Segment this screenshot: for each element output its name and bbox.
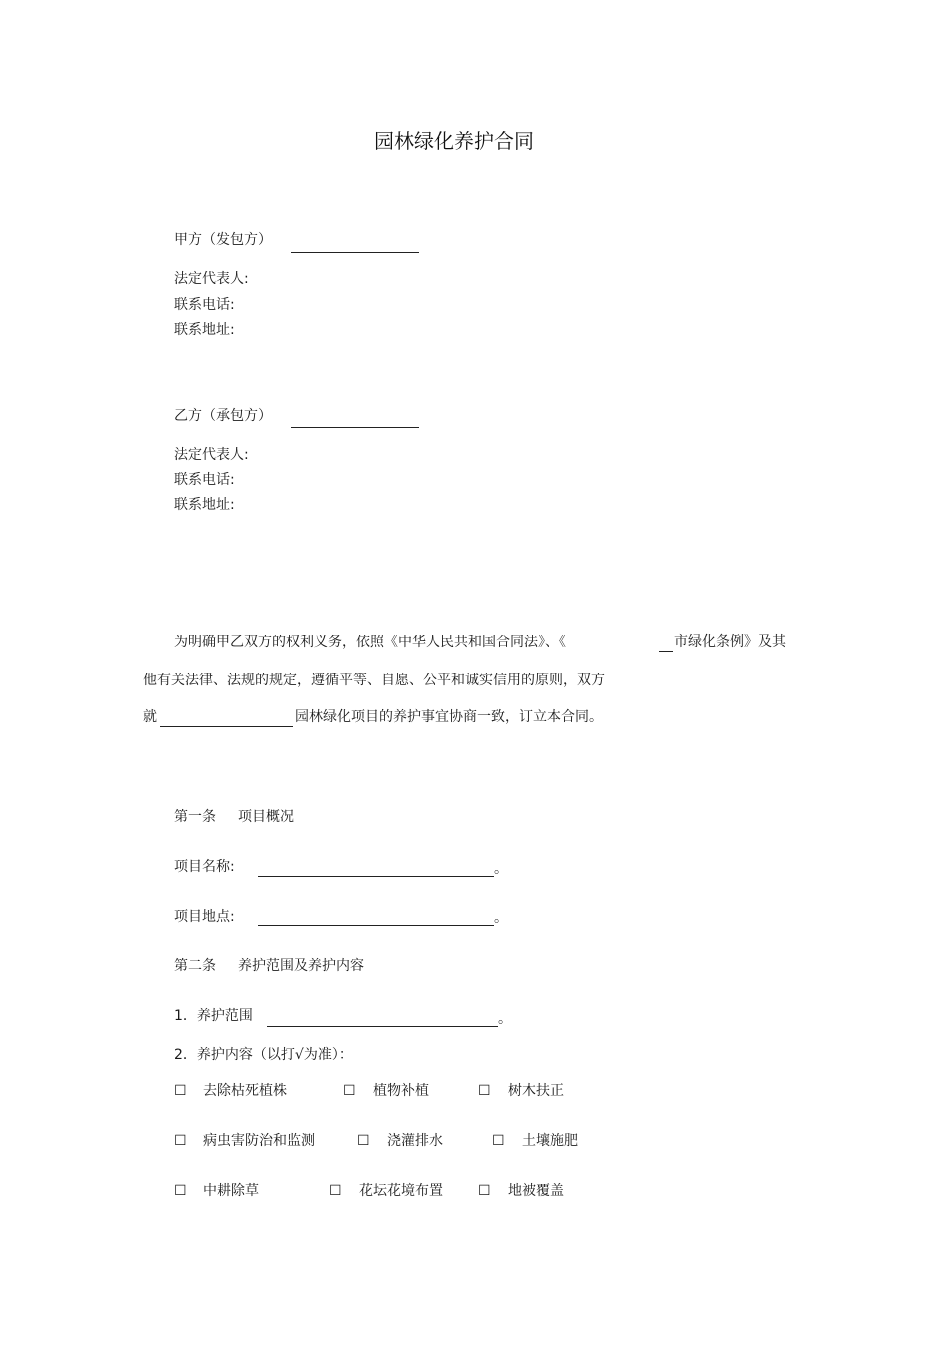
item-label: 树木扶正 [508,1083,564,1099]
checkbox[interactable]: ☐ [357,1133,370,1149]
intro-line3-part2: 园林绿化项目的养护事宜协商一致，订立本合同。 [295,709,603,725]
project-name-blank[interactable] [258,876,494,877]
checkbox[interactable]: ☐ [478,1083,491,1099]
item-label: 去除枯死植株 [203,1083,287,1099]
project-location-label: 项目地点: [174,909,235,925]
checkbox[interactable]: ☐ [174,1083,187,1099]
party-a-blank[interactable] [291,252,419,253]
scope-end: 。 [498,1011,512,1027]
item-label: 土壤施肥 [522,1133,578,1149]
project-location-blank[interactable] [258,925,494,926]
party-a-address: 联系地址: [174,322,235,338]
intro-line2: 他有关法律、法规的规定，遵循平等、自愿、公平和诚实信用的原则，双方 [143,673,605,687]
checkbox[interactable]: ☐ [329,1183,342,1199]
intro-line3-part1: 就 [143,709,157,725]
project-location-end: 。 [494,910,508,926]
project-blank[interactable] [160,726,293,727]
checkbox[interactable]: ☐ [174,1183,187,1199]
article2-title: 养护范围及养护内容 [238,958,364,974]
party-b-blank[interactable] [291,427,419,428]
item-label: 地被覆盖 [508,1183,564,1199]
scope-label: 1．养护范围 [174,1008,253,1024]
party-b-phone: 联系电话: [174,472,235,488]
project-name-label: 项目名称: [174,859,235,875]
party-b-label: 乙方（承包方） [174,408,272,424]
item-label: 浇灌排水 [387,1133,443,1149]
project-name-end: 。 [494,861,508,877]
checkbox[interactable]: ☐ [174,1133,187,1149]
document-title: 园林绿化养护合同 [374,129,534,153]
item-label: 花坛花境布置 [359,1183,443,1199]
item-label: 病虫害防治和监测 [203,1133,315,1149]
checkbox[interactable]: ☐ [478,1183,491,1199]
article1-title: 项目概况 [238,809,294,825]
item-label: 植物补植 [373,1083,429,1099]
item-label: 中耕除草 [203,1183,259,1199]
party-b-address: 联系地址: [174,497,235,513]
intro-line1-part2: 市绿化条例》及其 [674,634,786,650]
checkbox[interactable]: ☐ [492,1133,505,1149]
article1-number: 第一条 [174,809,216,825]
scope-blank[interactable] [267,1026,498,1027]
party-a-rep: 法定代表人: [174,271,249,287]
party-a-phone: 联系电话: [174,297,235,313]
intro-line1-part1: 为明确甲乙双方的权利义务，依照《中华人民共和国合同法》、《 [174,635,566,649]
content-label: 2．养护内容（以打√为准）： [174,1047,353,1063]
article2-number: 第二条 [174,958,216,974]
party-b-rep: 法定代表人: [174,447,249,463]
city-blank[interactable] [659,651,673,652]
party-a-label: 甲方（发包方） [174,232,272,248]
checkbox[interactable]: ☐ [343,1083,356,1099]
